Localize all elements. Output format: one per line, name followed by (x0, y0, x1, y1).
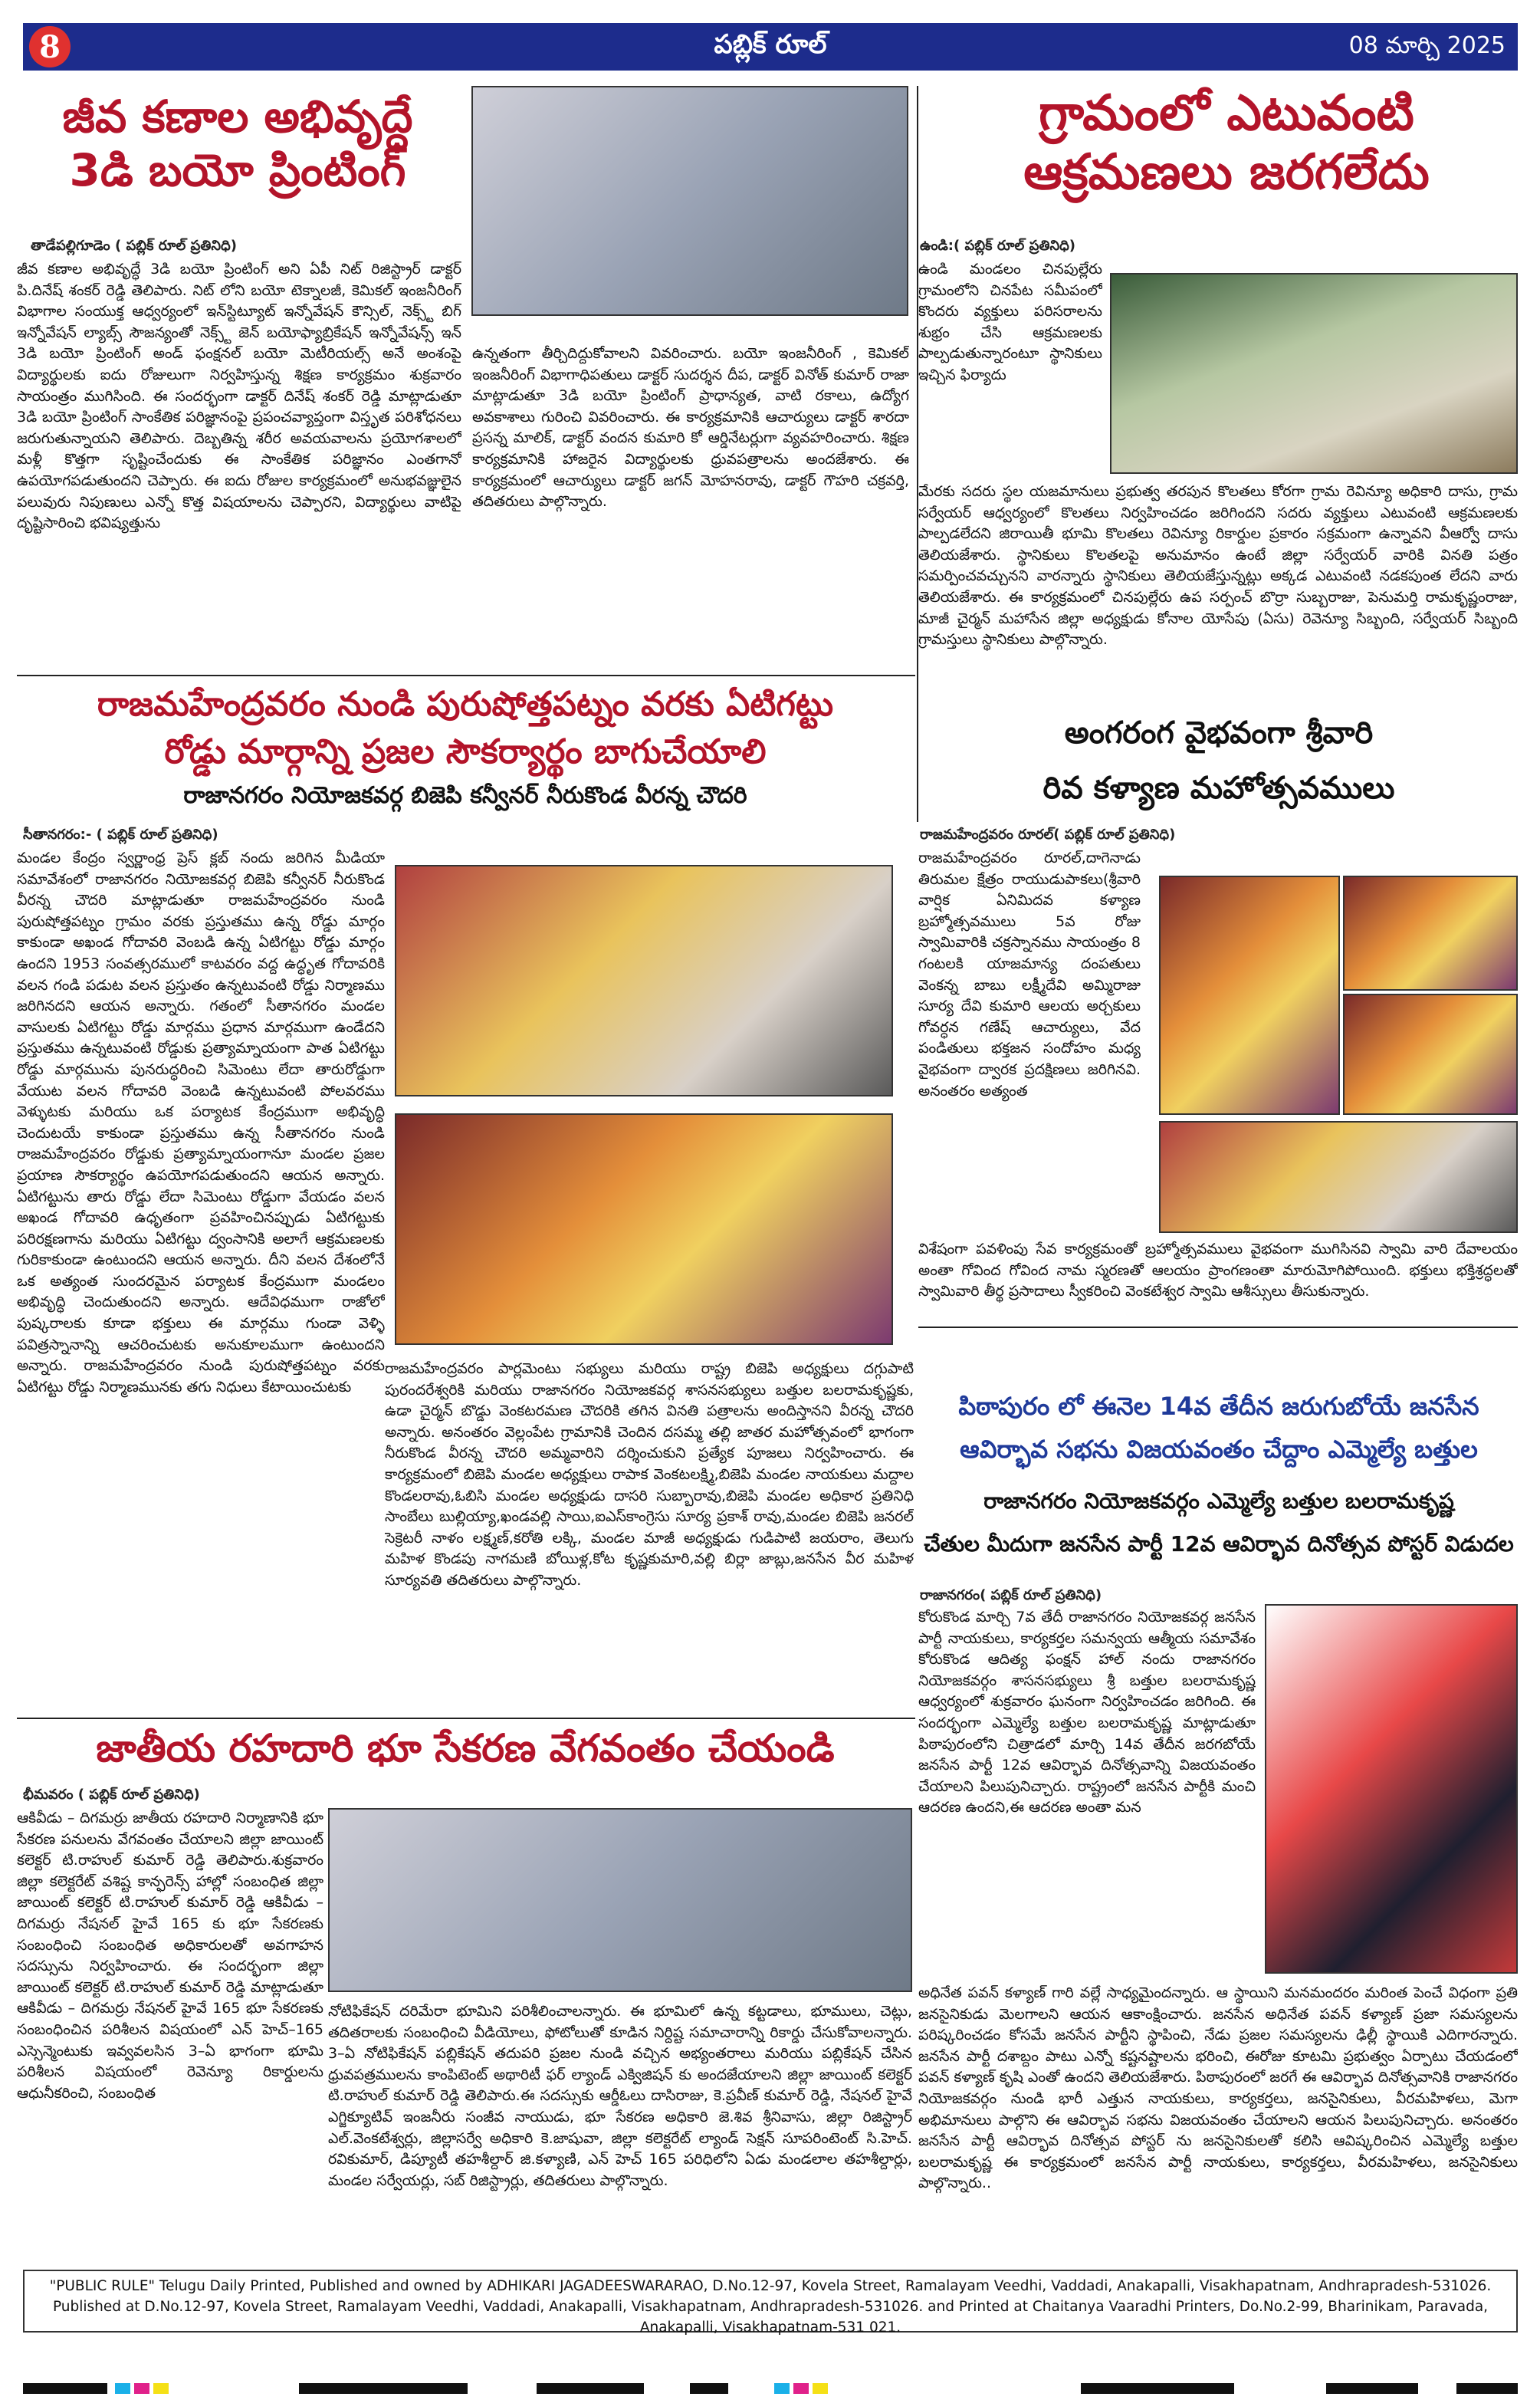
article1-headline-line2: 3డి బయో ప్రింటింగ్ (69, 143, 406, 196)
paper-name: పబ్లిక్ రూల్ (714, 29, 827, 60)
article4-headline-line2: రివ కళ్యాణ మహోత్సవములు (1043, 771, 1395, 806)
article2-headline (935, 84, 1518, 202)
article1-body-col1: జీవ కణాల అభివృద్ధే 3డి బయో ప్రింటింగ్ అని ఏపీ నిట్ రిజిస్ట్రార్ డాక్టర్ పి.దినేష్ శంకర్ రెడ్డి తెలిపారు. నిట్ లోని బయో టెక్నాలజీ, కెమికల్ ఇంజనీరింగ్ విభాగాల సంయుక్త ఆధ్వర్యంలో ఇన్‌స్టిట్యూట్ ఇన్నోవేషన్ కౌన్సిల్, నెక్స్ట్ బిగ్ ఇన్నోవేషన్ ల్యాబ్స్ సౌజన్యంతో నెక్స్ట్ జెన్ బయోఫ్యాబ్రికేషన్ ఇన్నోవేషన్స్ ఇన్ 3డి బయో ప్రింటింగ్ అండ్ ఫంక్షనల్ బయో మెటీరియల్స్ అనే అంశంపై విద్యార్థులకు ఐదు రోజులుగా నిర్వహిస్తున్న శిక్షణ కార్యక్రమం శుక్రవారం సాయంత్రం ముగిసింది. ఈ సందర్భంగా డాక్టర్ దినేష్ శంకర్ రెడ్డి మాట్లాడుతూ 3డి బయో ప్రింటింగ్ సాంకేతిక పరిజ్ఞానంపై ప్రపంచవ్యాప్తంగా విస్తృత పరిశోధనలు జరుగుతున్నాయని తెలిపారు. దెబ్బతిన్న శరీర అవయవాలను ప్రయోగశాలలో మళ్లీ కొత్తగా సృష్టించేందుకు ఈ సాంకేతిక పరిజ్ఞానం ఎంతగానో ఉపయోగపడుతుందని చెప్పారు. ఈ ఐదు రోజుల కార్యక్రమంలో అనుభవజ్ఞులైన పలువురు నిపుణులు ఎన్నో కొత్త విషయాలను చెప్పారని, విద్యార్థులు వాటిపై దృష్టిసారించి భవిష్యత్తును (17, 261, 461, 532)
article5-headline-line1: పిఠాపురం లో ఈనెల 14వ తేదీన జరుగుబోయే జనసేన (958, 1392, 1479, 1421)
article5-photo (1265, 1604, 1518, 1974)
article5-subhead-line1: రాజానగరం నియోజకవర్గం ఎమ్మెల్యే బత్తుల బలరామకృష్ణ (983, 1488, 1454, 1514)
article4-headline (920, 705, 1518, 816)
registration-bar (23, 2383, 107, 2394)
registration-bar (537, 2383, 644, 2394)
article3-body-right: రాజమహేంద్రవరం పార్లమెంటు సభ్యులు మరియు రాష్ట్ర బిజెపి అధ్యక్షులు దగ్గుపాటి పురందరేశ్వరికి మరియు రాజానగరం నియోజకవర్గ శాసనసభ్యులు బత్తుల బలరామకృష్ణకు, ఉడా చైర్మన్ బొడ్డు వెంకటరమణ చౌదరికి తగిన వినతి పత్రాలను అందిస్తానని వీరన్న చౌదరి అన్నారు. అనంతరం వెల్లంపేట గ్రామానికి చెందిన దసమ్మ తల్లి జాతర మహోత్సవంలో భాగంగా నీరుకొండ వీరన్న చౌదరి అమ్మవారిని దర్శించుకుని ప్రత్యేక పూజలు నిర్వహించారు. ఈ కార్యక్రమంలో బిజెపి మండల అధ్యక్షులు రాపాక వెంకటలక్ష్మి,బిజెపి మండల నాయకులు మద్దాల కొండలరావు,ఓబిసి మండల అధ్యక్షుడు దాసరి సుబ్బారావు,బిజెపి మండల అధికార ప్రతినిధి సాంబేలు బుల్లియ్యా,ఖండవల్లి సాయి,ఐఎస్‌కాంగ్రెసు సూర్య ప్రకాశ్ రావు,మండల బిజెపి జనరల్ సెక్రెటరీ నాళం లక్ష్మణ్,కరోతి లక్కి, మండల మాజీ అధ్యక్షుడు గుడిపాటి జయరాం, తెలుగు మహిళ కొండపు నాగమణి బోయిళ్ల,కోట కృష్ణకుమారి,వల్లి బిర్లా జాబ్లు,జనసేన వీర మహిళ సూర్యవతి తదితరులు పాల్గొన్నారు. (385, 1360, 914, 1589)
registration-bar (115, 2383, 130, 2394)
article4-photo-4 (1159, 1121, 1518, 1233)
article1-photo (471, 86, 908, 316)
article6-body-left: ఆకివీడు – దిగమర్రు జాతీయ రహదారి నిర్మాణానికి భూ సేకరణ పనులను వేగవంతం చేయాలని జిల్లా జాయింట్ కలెక్టర్ టి.రాహుల్ కుమార్ రెడ్డి తెలిపారు.శుక్రవారం జిల్లా కలెక్టరేట్ వశిష్ట కాన్ఫరెన్స్ హాల్లో సంబంధిత జిల్లా జాయింట్ కలెక్టర్ టి.రాహుల్ కుమార్ రెడ్డి ఆకివీడు – దిగమర్రు నేషనల్ హైవే 165 కు భూ సేకరణకు సంబంధించి సంబంధిత అధికారులతో అవగాహన సదస్సును నిర్వహించారు. ఈ సందర్భంగా జిల్లా జాయింట్ కలెక్టర్ టి.రాహుల్ కుమార్ రెడ్డి మాట్లాడుతూ ఆకివీడు – దిగమర్రు నేషనల్ హైవే 165 భూ సేకరణకు సంబంధించిన పరిశీలన విషయంలో ఎన్ హెచ్–165 ఎస్సెన్మెంటుకు ఇవ్వవలసిన 3–ఏ భాగంగా భూమి పరిశీలన విషయంలో రెవెన్యూ రికార్డులను ఆధునీకరించి, సంబంధిత (17, 1810, 323, 2102)
article2-body-full: మేరకు సదరు స్థల యజమానులు ప్రభుత్వ తరపున కొలతలు కోరగా గ్రామ రెవిన్యూ అధికారి దాసు, గ్రామ సర్వేయర్ ఆధ్వర్యంలో కొలతలు నిర్వహించడం జరిగిందని సదరు వ్యక్తులు ఎటువంటి ఆక్రమణలకు పాల్పడలేదని జిరాయితీ భూమి కొలతలు రెవిన్యూ రికార్డుల ప్రకారం సక్రమంగా ఉన్నావని వీఆర్వో దాసు తెలియజేశారు. స్థానికులు కొలతలపై అనుమానం ఉంటే జిల్లా సర్వేయర్ వారికి వినతి పత్రం సమర్పించవచ్చునని వారన్నారు స్థానికులు తెలియజేస్తున్నట్లు అక్కడ ఎటువంటి నడకపుంత లేదని వారు తెలియజేశారు. ఈ కార్యక్రమంలో చినపుల్లేరు ఉప సర్పంచ్ బొర్రా సుబ్బరాజు, పెనుమర్తి రామకృష్ణంరాజు, మాజీ చైర్మన్ మహాసేన జిల్లా అధ్యక్షుడు కోనాల యోసేపు (ఏసు) రెవెన్యూ సిబ్బంది, సర్వేయర్ సిబ్బంది గ్రామస్తులు స్థానికులు పాల్గొన్నారు. (918, 483, 1518, 649)
article6-byline: భీమవరం ( పబ్లిక్ రూల్ ప్రతినిధి) (23, 1787, 200, 1803)
section-divider (17, 1718, 915, 1719)
registration-bar (1326, 2383, 1418, 2394)
article3-photo-temple (395, 865, 893, 1096)
article2-headline-line2: ఆక్రమణలు జరగలేదు (1023, 143, 1430, 201)
article3-body-left: మండల కేంద్రం స్వర్ణాంధ్ర ప్రెస్ క్లబ్ నందు జరిగిన మీడియా సమావేశంలో రాజానగరం నియోజకవర్గ బిజెపి కన్వీనర్ నీరుకొండ వీరన్న చౌదరి మాట్లాడుతూ రాజమహేంద్రవరం నుండి పురుషోత్తపట్నం గ్రామం వరకు ప్రస్తుతము ఉన్న రోడ్డు మార్గం కాకుండా అఖండ గోదావరి వెంబడి ఉన్న ఏటిగట్టు రోడ్డు మార్గం ఉందని 1953 సంవత్సరములో కాటవరం వద్ద ఉద్ధృత గోదావరికి వలన గండి పడుట వలన ప్రస్తుతం ఉన్నటువంటి రోడ్డు నిర్మాణము జరిగినదని ఆయన అన్నారు. గతంలో సీతానగరం మండల వాసులకు ఏటిగట్టు రోడ్డు మార్గము ప్రధాన మార్గముగా ఉండేదని ప్రస్తుతము ఉన్నటువంటి రోడ్డుకు ప్రత్యామ్నాయంగా పాత ఏటిగట్టు రోడ్డు మార్గమును పునరుద్ధరించి సిమెంటు లేదా తారురోడ్డుగా వేయుట వలన గోదావరి వెంబడి ఉన్నటువంటి పోలవరము వెళ్ళుటకు మరియు ఒక పర్యాటక కేంద్రముగా అభివృద్ధి చెందుటయే కాకుండా ప్రస్తుతము ఉన్న సీతానగరం నుండి రాజమహేంద్రవరం రోడ్డుకు ప్రత్యామ్నాయంగానూ మండల ప్రజల ప్రయాణ సౌకర్యార్థం ఉపయోగపడుతుందని ఆయన అన్నారు. ఏటిగట్టును తారు రోడ్డు లేదా సిమెంటు రోడ్డుగా వేయడం వలన అఖండ గోదావరి ఉధృతంగా ప్రవహించినప్పుడు ఏటిగట్టుకు పరిరక్షణగాను మరియు ఏటిగట్టు ద్వంసానికి అలాగే ఆక్రమణలకు గురికాకుండా ఉంటుందని ఆయన అన్నారు. దీని వలన దేశంలోనే ఒక అత్యంత సుందరమైన పర్యాటక కేంద్రముగా మండలం అభివృద్ధి చెందుతుందని అన్నారు. ఆదేవిధముగా రాజోలో పుష్కరాలకు కూడా భక్తులు ఈ మార్గము గుండా వెళ్ళి పవిత్రస్నానాన్ని ఆచరించుటకు అనుకూలముగా ఉంటుందని అన్నారు. రాజమహేంద్రవరం నుండి పురుషోత్తపట్నం వరకు ఏటిగట్టు రోడ్డు నిర్మాణమునకు తగు నిధులు కేటాయించుటకు (17, 850, 385, 1396)
article4-body-full: విశేషంగా పవళింపు సేవ కార్యక్రమంతో బ్రహ్మోత్సవములు వైభవంగా ముగిసినవి స్వామి వారి దేవాలయం అంతా గోవింద గోవింద నామ స్మరణతో ఆలయం ప్రాంగణంతా మారుమోగిపోయింది. భక్తులు భక్తిశ్రద్ధలతో స్వామివారి తీర్థ ప్రసాదాలు స్వీకరించి వెంకటేశ్వర స్వామి ఆశీస్సులు తీసుకున్నారు. (918, 1241, 1518, 1300)
section-divider (17, 675, 915, 676)
article1-byline: తాడేపల్లిగూడెం ( పబ్లిక్ రూల్ ప్రతినిధి) (31, 238, 237, 254)
article2-byline: ఉండి:( పబ్లిక్ రూల్ ప్రతినిధి) (920, 238, 1076, 254)
article4-photo-1 (1159, 876, 1340, 1115)
article4-byline: రాజమహేంద్రవరం రూరల్( పబ్లిక్ రూల్ ప్రతినిధి) (920, 827, 1176, 843)
article5-subhead-line2: చేతుల మీదుగా జనసేన పార్టీ 12వ ఆవిర్భావ దినోత్సవ పోస్టర్ విడుదల (924, 1531, 1514, 1557)
article3-headline-line2: రోడ్డు మార్గాన్ని ప్రజల సౌకర్యార్థం బాగుచేయాలి (164, 732, 767, 771)
section-divider (918, 1327, 1518, 1328)
article1-body-col2: ఉన్నతంగా తీర్చిదిద్దుకోవాలని వివరించారు. బయో ఇంజనీరింగ్ , కెమికల్ ఇంజనీరింగ్ విభాగాధిపతులు డాక్టర్ సుదర్శన దీప, డాక్టర్ వినోత్ కుమార్ రాజా మాట్లాడుతూ 3డి బయో ప్రింటింగ్ ప్రాధాన్యత, వాటి రకాలు, ఉద్యోగ అవకాశాలు గురించి వివరించారు. ఈ కార్యక్రమానికి ఆచార్యులు డాక్టర్ శారదా ప్రసన్న మాలిక్, డాక్టర్ వందన కుమారి కో ఆర్డినేటర్లుగా వ్యవహరించారు. శిక్షణ కార్యక్రమానికి హాజరైన విద్యార్థులకు ధ్రువపత్రాలను అందజేశారు. ఈ కార్యక్రమంలో ఆచార్యులు డాక్టర్ జగన్ మోహనరావు, డాక్టర్ గౌహరి చక్రవర్తి, తదితరులు పాల్గొన్నారు. (472, 345, 909, 511)
registration-bar (134, 2383, 149, 2394)
article1-headline-line1: జీవ కణాల అభివృద్ధే (62, 90, 413, 143)
registration-bar (153, 2383, 169, 2394)
article4-photo-3 (1343, 994, 1518, 1115)
article1-headline (31, 90, 445, 197)
registration-bar (813, 2383, 828, 2394)
page-number-badge: 8 (29, 26, 71, 67)
imprint-footer: "PUBLIC RULE" Telugu Daily Printed, Published and owned by ADHIKARI JAGADEESWARARAO, D.No.12-97, Kovela Street, Ramalayam Veedhi, Vaddadi, Anakapalli, Visakhapatnam, Andhrapradesh-531026. Published at D.No.12-97, Kovela Street, Ramalayam Veedhi, Vaddadi, Anakapalli, Visakhapatnam, Andhrapradesh-531026. and Printed at Chaitanya Vaaradhi Printers, Do.No.2-99, Bharinikam, Paravada, Anakapalli, Visakhapatnam-531 021. (23, 2270, 1518, 2333)
article5-subhead (920, 1480, 1518, 1566)
article3-byline: సీతానగరం:- ( పబ్లిక్ రూల్ ప్రతినిధి) (23, 827, 218, 843)
article5-headline (920, 1385, 1518, 1471)
article3-subhead: రాజానగరం నియోజకవర్గ బిజెపి కన్వీనర్ నీరుకొండ వీరన్న చౌదరి (183, 782, 747, 809)
registration-bar (1456, 2383, 1518, 2394)
masthead (23, 23, 1518, 71)
registration-bar (1081, 2383, 1234, 2394)
article5-body-narrow: కోరుకొండ మార్చి 7వ తేదీ రాజానగరం నియోజకవర్గ జనసేన పార్టీ నాయకులు, కార్యకర్తల సమన్వయ ఆత్మీయ సమావేశం కోరుకొండ ఆదిత్య ఫంక్షన్ హాల్ నందు రాజానగరం నియోజకవర్గం శాసనసభ్యులు శ్రీ బత్తుల బలరామకృష్ణ ఆధ్వర్యంలో శుక్రవారం ఘనంగా నిర్వహించడం జరిగింది. ఈ సందర్భంగా ఎమ్మెల్యే బత్తుల బలరామకృష్ణ మాట్లాడుతూ పిఠాపురంలోని చిత్రాడలో మార్చి 14వ తేదీన జరగబోయే జనసేన పార్టీ 12వ ఆవిర్భావ దినోత్సవాన్ని విజయవంతం చేయాలని పిలుపునిచ్చారు. రాష్ట్రంలో జనసేన పార్టీకి మంచి ఆదరణ ఉందని,ఈ ఆదరణ అంతా మన (918, 1609, 1256, 1816)
registration-bar (299, 2383, 468, 2394)
article5-byline: రాజానగరం( పబ్లిక్ రూల్ ప్రతినిధి) (920, 1587, 1102, 1603)
article3-headline (17, 681, 914, 776)
article5-headline-line2: ఆవిర్భావ సభను విజయవంతం చేద్దాం ఎమ్మెల్యే బత్తుల (960, 1435, 1478, 1464)
registration-bar (774, 2383, 790, 2394)
registration-bar (793, 2383, 809, 2394)
article3-headline-line1: రాజమహేంద్రవరం నుండి పురుషోత్తపట్నం వరకు ఏటిగట్టు (97, 685, 834, 724)
article6-body-right: నోటిఫికేషన్ దరిమేరా భూమిని పరిశీలించాలన్నారు. ఈ భూమిలో ఉన్న కట్టడాలు, భూములు, చెట్లు, తదితరాలకు సంబంధించి వీడియోలు, ఫోటోలుతో కూడిన నిర్దిష్ట సమాచారాన్ని రికార్డు చేసుకోవాలన్నారు. 3–ఏ నోటిఫికేషన్ పబ్లికేషన్ తదుపరి ప్రజల నుండి వచ్చిన అభ్యంతరాలు మరియు పబ్లికేషన్ చేసిన ధ్రువపత్రములను కాంపిటెంట్ అథారిటీ ఫర్ ల్యాండ్ ఎక్విజిషన్ కు అందజేయాలని జిల్లా జాయింట్ కలెక్టర్ టి.రాహుల్ కుమార్ రెడ్డి తెలిపారు.ఈ సదస్సుకు ఆర్డీఓలు దాసిరాజు, కె.ప్రవీణ్ కుమార్ రెడ్డి, నేషనల్ హైవే ఎగ్జిక్యూటివ్ ఇంజనీరు సంజీవ నాయుడు, భూ సేకరణ అధికారి జె.శివ శ్రీనివాసు, జిల్లా రిజిస్ట్రార్ ఎల్.వెంకటేశ్వర్లు, జిల్లాసర్వే అధికారి కె.జాషువా, జిల్లా కలెక్టరేట్ ల్యాండ్ సెక్షన్ సూపరింటెంట్ సి.హెచ్. రవికుమార్, డిప్యూటీ తహశీల్దార్ జి.కళ్యాణి, ఎన్ హెచ్ 165 పరిధిలోని ఏడు మండలాల తహశీల్దార్లు, మండల సర్వేయర్లు, సబ్ రిజిస్ట్రార్లు, తదితరులు పాల్గొన్నారు. (328, 2003, 912, 2189)
article3-photo-pressmeet (395, 1113, 893, 1345)
article4-photo-2 (1343, 876, 1518, 991)
article4-headline-line1: అంగరంగ వైభవంగా శ్రీవారి (1064, 715, 1374, 751)
article6-headline: జాతీయ రహదారి భూ సేకరణ వేగవంతం చేయండి (96, 1726, 835, 1770)
article2-body-narrow: ఉండి మండలం చినపుల్లేరు గ్రామంలోని చినపేట సమీపంలో కొందరు వ్యక్తులు పరిసరాలను శుభ్రం చేసి ఆక్రమణలకు పాల్పడుతున్నారంటూ స్థానికులు ఇచ్చిన ఫిర్యాదు (918, 261, 1102, 383)
article6-photo (328, 1808, 912, 1992)
article5-body-full: అధినేత పవన్ కళ్యాణ్ గారి వల్లే సాధ్యమైందన్నారు. ఆ స్థాయిని మనమందరం మరింత పెంచే విధంగా ప్రతి జనసైనికుడు మెలగాలని ఆయన ఆకాంక్షించారు. జనసేన అధినేత పవన్ కళ్యాణ్ ప్రజా సమస్యలను పరిష్కరించడం కోసమే జనసేన పార్టీని స్థాపించి, నేడు ప్రజల సమస్యలను ఢిల్లీ స్థాయికి ఎదిగారన్నారు. జనసేన పార్టీ దశాబ్దం పాటు ఎన్నో కష్టనష్టాలను భరించి, ఈరోజు కూటమి ప్రభుత్వం ఏర్పాటు చేయడంలో పవన్ కళ్యాణ్ కృషి ఎంతో ఉందని తెలియజేశారు. పిఠాపురంలో జరగే ఈ ఆవిర్భావ దినోత్సవానికి రాజానగరం నియోజకవర్గం నుండి భారీ ఎత్తున నాయకులు, కార్యకర్తలు, జనసైనికులు, వీరమహిళలు, మెగా అభిమానులు పాల్గొని ఈ ఆవిర్భావ సభను విజయవంతం చేయాలని ఆయన పిలుపునిచ్చారు. అనంతరం జనసేన పార్టీ ఆవిర్భావ దినోత్సవ పోస్టర్ ను జనసైనికులతో కలిసి ఆవిష్కరించిన ఎమ్మెల్యే బత్తుల బలరామకృష్ణ ఈ కార్యక్రమంలో జనసేన పార్టీ నాయకులు, కార్యకర్తలు, వీరమహిళలు, జనసైనికులు పాల్గొన్నారు.. (918, 1984, 1518, 2192)
article4-body-narrow: రాజమహేంద్రవరం రూరల్,దాగెనాడు తిరుమల క్షేత్రం రాయుడుపాకలు(శ్రీవారి వార్షిక ఏనిమిదవ కళ్యాణ బ్రహ్మోత్సవములు 5వ రోజు స్వామివారికి చక్రస్నానము సాయంత్రం 8 గంటలకి యాజమాన్య దంపతులు వెంకన్న బాబు లక్ష్మీదేవి అమ్మిరాజు సూర్య దేవి కుమారి ఆలయ అర్చకులు గోవర్ధన గణేష్ ఆచార్యులు, వేద పండితులు భక్తజన సందోహం మధ్య వైభవంగా ద్వారక ప్రదక్షిణలు జరిగినవి. అనంతరం అత్యంత (918, 850, 1141, 1100)
article2-headline-line1: గ్రామంలో ఎటువంటి (1039, 85, 1414, 142)
article2-photo (1110, 273, 1518, 474)
issue-date: 08 మార్చి 2025 (1348, 32, 1506, 59)
registration-bar (690, 2383, 728, 2394)
